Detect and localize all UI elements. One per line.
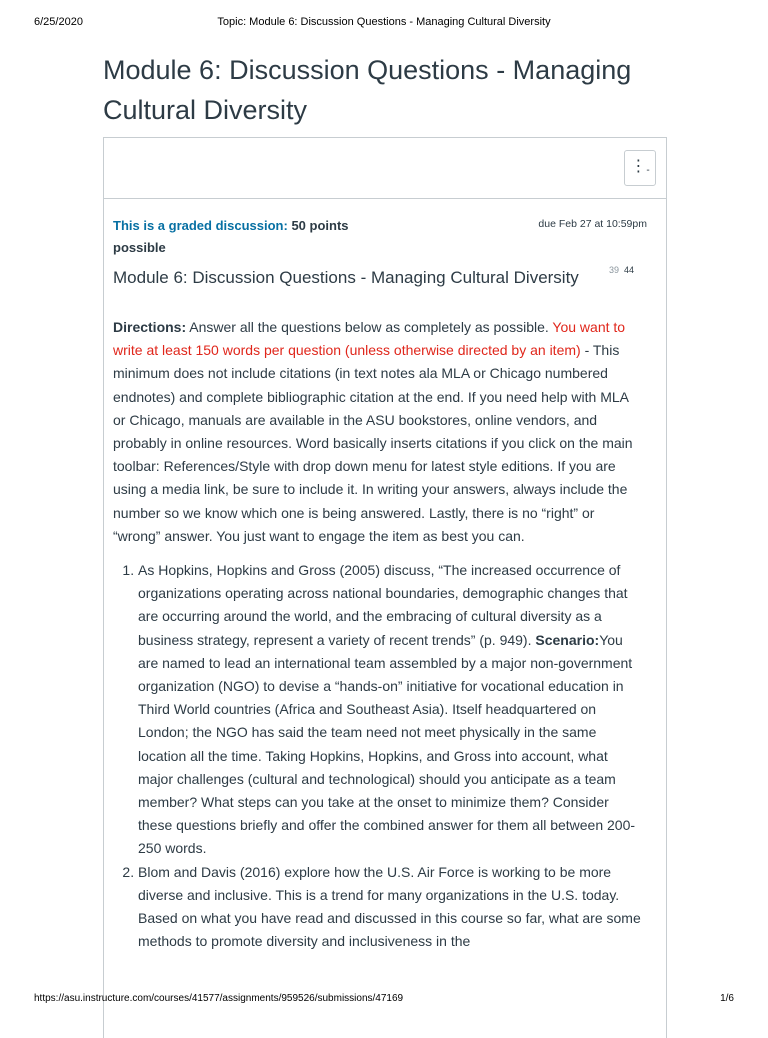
print-url: https://asu.instructure.com/courses/41577/assignments/959526/submissions/47169 [34,993,404,1004]
questions-list [113,559,643,953]
directions-rest: - This minimum does not include citations (in text notes ala MLA or Chicago numbered endnotes) and complete bibliographic citation at the end. If you need help with MLA or Chicago, manuals are available in the ASU bookstores, online vendors, and probably in online resources. Word basically inserts citations if you click on the main toolbar: References/Style with drop down menu for latest style editions. If you are using a media link, be sure to include it. In writing your answers, always include the number so we know which one is being answered. Lastly, there is no “right” or “wrong” answer. You just want to engage the item as best you can. [113,342,633,544]
unread-count: 39 [609,265,620,275]
print-footer [34,993,734,1007]
question-item [138,559,643,861]
scenario-label: Scenario: [535,631,600,648]
page-title: Module 6: Discussion Questions - Managing Cultural Diversity [103,55,632,125]
question-text: As Hopkins, Hopkins and Gross (2005) discuss, “The increased occurrence of organizations operating across national boundaries, demographic changes that are occurring around the world, and the embracing of cultural diversity as a business strategy, represent a variety of recent trends” (p. 949). [138,562,628,648]
question-text: You are named to lead an international team assembled by a major non-government organization (NGO) to devise a “hands-on” initiative for vocational education in Third World countries (Africa and Southeast Asia). Itself headquartered on London; the NGO has said the team need not meet physically in the same location all the time. Taking Hopkins, Hopkins, and Gross into account, what major challenges (cultural and technological) should you anticipate as a team member? What steps can you take at the onset to minimize them? Consider these questions briefly and offer the combined answer for them all between 200-250 words. [138,631,636,857]
discussion-body [113,316,643,953]
total-count: 44 [624,265,635,275]
graded-info [113,215,652,259]
discussion-title-row [113,265,652,288]
print-page-number: 1/6 [720,993,734,1004]
graded-discussion-label: This is a graded discussion: [113,218,288,233]
reply-counts [609,265,634,275]
directions-label: Directions: [113,319,187,335]
dropdown-indicator: - [646,165,650,176]
due-date: due Feb 27 at 10:59pm [538,218,647,230]
print-title: Topic: Module 6: Discussion Questions - Managing Cultural Diversity [217,16,551,28]
directions-paragraph [113,316,643,548]
question-text: Blom and Davis (2016) explore how the U.S. Air Force is working to be more diverse and inclusive. This is a trend for many organizations in the U.S. today. Based on what you have read and discussed in this course so far, what are some methods to promote diversity and inclusiveness in the [138,863,641,950]
directions-word-requirement: You want to write at least 150 words per question (unless otherwise directed by an item) [113,319,626,359]
more-options-button[interactable] [624,150,656,186]
question-item [138,861,643,954]
graded-label [113,215,383,259]
discussion-toolbar [104,138,666,199]
points-possible: 50 points possible [113,218,349,255]
discussion-title: Module 6: Discussion Questions - Managing Cultural Diversity [113,268,579,287]
kebab-icon: ⋮ [630,158,647,175]
print-header [34,16,734,30]
discussion-panel [103,137,667,1038]
print-date: 6/25/2020 [34,16,83,28]
directions-intro: Answer all the questions below as completely as possible. [186,319,553,335]
